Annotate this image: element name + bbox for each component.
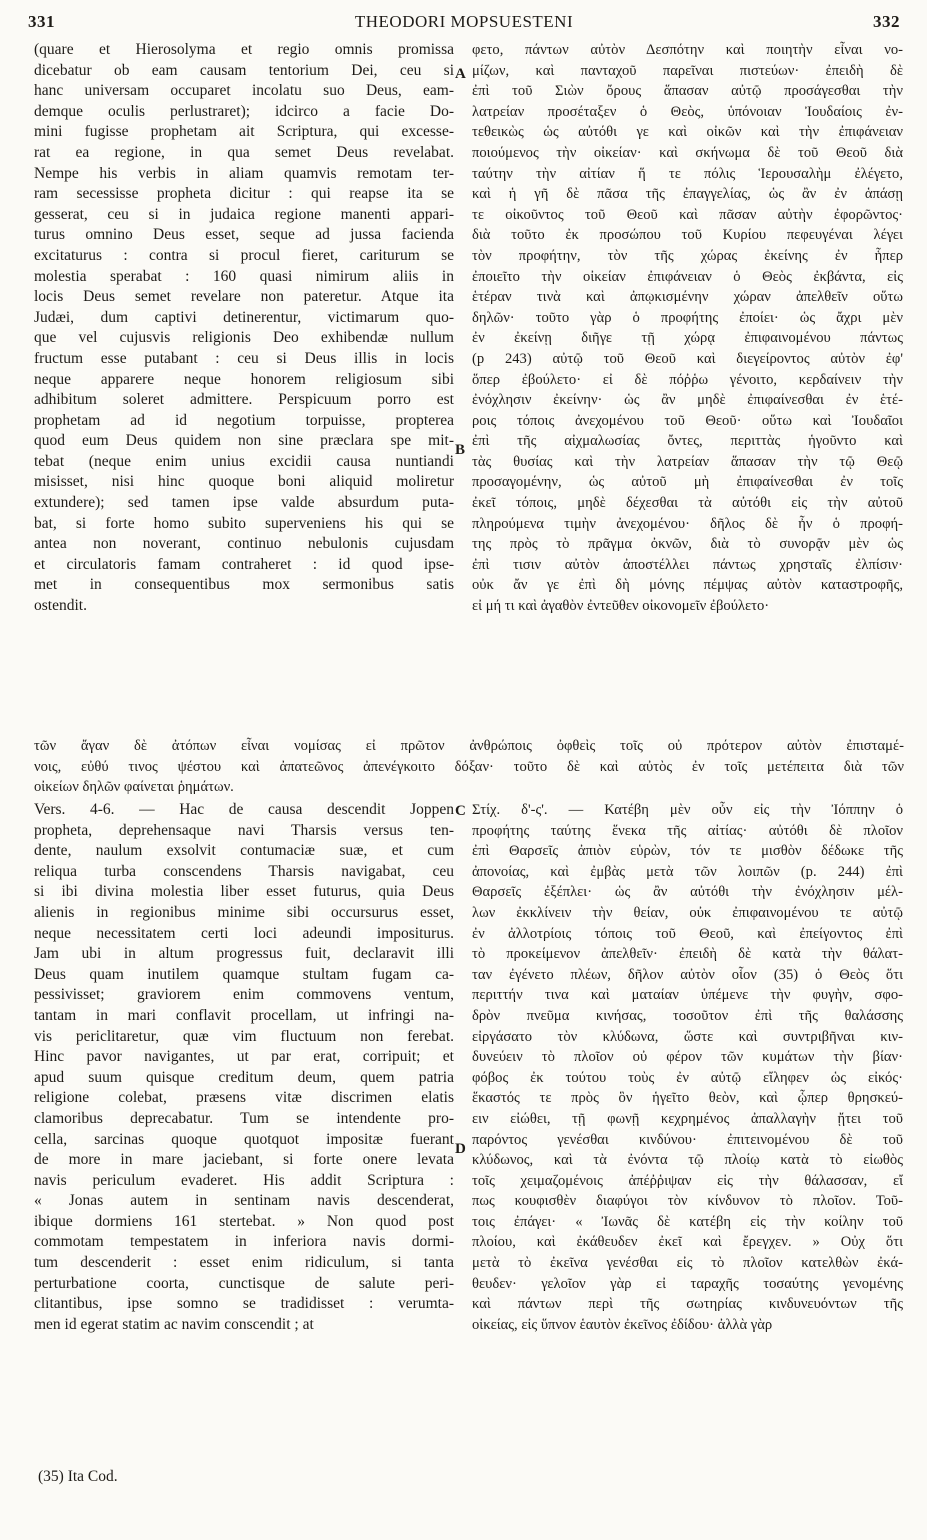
text-line: apud suum quisque creditum deum, quem patria [34,1068,454,1086]
text-line: ibique dormiens 161 stertebat. » Non quod post [34,1212,454,1230]
text-line: vis periclitaretur, quæ vim fluctuum non ferebat. [34,1027,454,1045]
text-line: extundere); sed tamen ipse valde absurdum puta- [34,494,454,512]
text-line: ειν εἰώθει, τῇ φωνῇ κεχρημένος ἀπαλλαγὴν ᾔτει τοῦ [472,1110,903,1127]
text-line: Vers. 4-6. — Hac de causa descendit Joppen [34,801,454,818]
text-line: καὶ πάντων περὶ τῆς σωτηρίας κινδυνευόντων τῆς [472,1296,903,1313]
text-line: οὐκ ἄν γε ἐπὶ δὴ μόνης πέμψας αὐτὸν καταστροφῆς, [472,577,903,594]
text-line: que vel cujusvis religionis Deo exhibendæ nullum [34,329,454,347]
text-line: τοις ἐπάγει· « Ἰωνᾶς δὲ κατέβη εἰς τὴν κοίλην τοῦ [472,1213,903,1230]
text-line: τὸ προκείμενον ἀπελθεῖν· ἐπειδὴ δὲ κατὰ τὴν θάλατ- [472,946,903,963]
text-line: διὰ τοῦτο ἐκ προσώπου τοῦ Κυρίου πεφευγέναι λέγει [472,227,903,244]
text-line: misisset, nisi hinc quoque boni aliquid moliretur [34,473,454,491]
text-line: ἑτέραν τινὰ καὶ ἀπῳκισμένην χώραν ἀπελθεῖν οὕτω [472,289,903,306]
footnote: (35) Ita Cod. [38,1468,118,1485]
text-line: προσαγομένην, ὡς αὐτοῦ μὴ ἐπιφαίνεσθαι ἐν τοῖς [472,474,903,491]
text-line: (p 243) αὐτῷ τοῦ Θεοῦ καὶ διεγείροντος αὐτὸν ἐφ' [472,350,903,367]
text-line: λατρείαν προσέταξεν ὁ Θεὸς, ὑπόνοιαν Ἰουδαίοις ἐν- [472,103,903,120]
text-line: ταν ἐγένετο πλέων, δῆλον αὐτὸν οἷον (35) ὁ Θεὸς ὅτι [472,966,903,983]
text-line: religione colebat, præsens vitæ discrimen elatis [34,1089,454,1107]
text-line: fructum esse putabant : ceu si Deus illis in locis [34,349,454,367]
text-line: πληρούμενα τιμὴν ἀνεχομένου· δῆλος δὲ ἦν ὁ προφή- [472,515,903,532]
section-marker-a: A [455,66,466,82]
text-line: προφήτης ταύτης ἕνεκα τῆς αἰτίας· αὐτόθι δὲ πλοῖον [472,822,903,839]
text-line: excitaturus : contra si procul fieret, cariturum se [34,246,454,264]
text-line: Nempe his verbis in aliam quamvis remotam ter- [34,164,454,182]
greek-column-top [472,40,903,617]
text-line: ἐποιεῖτο τὴν οἰκείαν ἐπιφάνειαν ὁ Θεὸς ἐκβάντα, εἰς [472,268,903,285]
text-line: τεθεικὼς ὡς αὐτόθι γε καὶ οἰκῶν καὶ τὴν ἐπιφάνειαν [472,124,903,141]
text-line: cella, sarcinas quoque quotquot impositæ fuerant [34,1130,454,1148]
text-line: πλοίου, καὶ ἐκάθευδεν ἐκεῖ καὶ ἔρεγχεν. » Οὐχ ὅτι [472,1234,903,1251]
text-line: ram secessisse propheta dicitur : qui reapse ita se [34,185,454,203]
text-line: ροις τόποις ἀνεχομένου τοῦ Θεοῦ· οὕτω καὶ Ἰουδαῖοι [472,412,903,429]
running-header [28,8,900,36]
text-line: met in consequentibus mox sermonibus satis [34,576,454,594]
text-line: τοῖς χειμαζομένοις ἀπέῤῥιψαν εἰς τὴν θάλασσαν, εἴ [472,1172,903,1189]
text-line: reliqua turba conscendens Tharsis navigabat, ceu [34,862,454,880]
text-line: ἐπὶ Θαρσεῖς ἀπιὸν εὑρὼν, τόν τε μισθὸν δέδωκε τῆς [472,843,903,860]
text-line: νοις, εὐθύ τινος ψέστου καὶ ἀπατεῶνος ἀπενέγκοιτο δόξαν· τοῦτο δὲ καὶ αὐτὸς ἐν τοῖς μετέπειτα διὰ τῶν [34,758,904,775]
text-line: θευδεν· γελοῖον γὰρ εἰ ταραχῆς τοσαύτης γενομένης [472,1275,903,1292]
text-line: Θαρσεῖς ἐξέπλει· ὡς ἂν αὐτόθι τὴν ἐνόχλησιν μέλ- [472,884,903,901]
text-line: ταύτην τὴν αἰτίαν ἥ τε πόλις Ἱερουσαλὴμ ἐλέγετο, [472,165,903,182]
text-line: δηλῶν· τοῦτο γὰρ ὁ προφήτης ἐποίει· ὡς ἄχρι μὲν [472,309,903,326]
text-line: et circulatoris famam contraheret : id quod ipse- [34,555,454,573]
text-line: adhibitum soleret admittere. Perspicuum porro est [34,391,454,409]
text-line: ἐπὶ τοῦ Σιὼν ὄρους ἅπασαν αὐτῷ προσάγεσθαι τὴν [472,83,903,100]
text-line: dente, naulum exsolvit contumaciæ suæ, et cum [34,842,454,860]
text-line: ἐν ἀλλοτρίοις τόποις τοῦ Θεοῦ, καὶ ἐπείγοντος ἐπὶ [472,925,903,942]
text-line: ὅπερ ἐβούλετο· εἰ δὲ πόῤῥω γένοιτο, κερδαίνειν τὴν [472,371,903,388]
text-line: Deus quam inutilem quamque stultam fugam ca- [34,965,454,983]
text-line: παρόντος γενέσθαι κινδύνου· ἐπιτεινομένου δὲ τοῦ [472,1131,903,1148]
text-line: dicebatur ob eam causam tentorium Dei, ceu si [34,61,454,79]
text-line: φόβος ἐκ τούτου τοὺς ἐν αὐτῷ εἴληφεν ὡς εἰκός· [472,1069,903,1086]
text-line: propheta, deprehensaque navi Tharsis versus ten- [34,821,454,839]
section-marker-d: D [455,1141,466,1157]
text-line: turus omnino Deus esset, seque ad jussa facienda [34,226,454,244]
section-marker-c: C [455,803,466,819]
text-line: navis periculum evaderet. His addit Scriptura : [34,1171,454,1189]
text-line: quod eum Deus quidem non sine præclara spe mit- [34,432,454,450]
text-line: Hinc pavor navigantes, ut par erat, corripuit; et [34,1048,454,1066]
text-line: si ibi divina molestia liber esset futurus, quia Deus [34,883,454,901]
latin-column-top [34,40,454,617]
text-line: (quare et Hierosolyma et regio omnis promissa [34,41,454,58]
latin-column-bottom [34,800,454,1335]
text-line: ἐπὶ τῆς αἰχμαλωσίας ὄντες, περιττὰς ἡγοῦντο καὶ [472,433,903,450]
text-line: ποιούμενος τὴν οἰκείαν· καὶ σκήνωμα δὲ τοῦ Θεοῦ διὰ [472,144,903,161]
text-line: φετο, πάντων αὐτὸν Δεσπότην καὶ ποιητὴν εἶναι νο- [472,42,903,58]
text-line: commotam tempestatem in inferiora navis dormi- [34,1233,454,1251]
text-line: εἰ μή τι καὶ ἀγαθὸν ἐντεῦθεν οἰκονομεῖν ἐβούλετο· [472,598,770,615]
text-line: neque necessitatem certi loci adeundi impositurus. [34,924,454,942]
text-line: ostendit. [34,597,87,615]
greek-column-bottom [472,800,903,1335]
section-marker-b: B [455,442,466,458]
page-number-right: 332 [873,12,900,31]
text-line: clitantibus, ipse somno se tradidisset : verumta- [34,1295,454,1313]
text-line: τῶν ἄγαν δὲ ἀτόπων εἶναι νομίσας εἰ πρῶτον ἀνθρώποις ὀφθεὶς τοῖς οὐ πρότερον αὐτὸν ἐπισταμέ- [34,738,904,754]
text-line: ἐν ἐκείνῃ διῆγε τῇ χώρᾳ ἐπιφαινομένου πάντως [472,330,903,347]
text-line: ἐπὶ τισιν αὐτὸν ἀποστέλλει πάντως χρησταῖς ἐλπίσιν· [472,556,903,573]
text-line: ἐνόχλησιν ἐκείνην· ὡς ἂν μηδὲ ἐπιφαίνεσθαι ἐν ἑτέ- [472,392,903,409]
text-line: εἰργάσατο τὸν κλύδωνα, ὥστε καὶ συντριβῆναι κιν- [472,1028,903,1045]
text-line: οἰκείας, εἰς ὕπνον ἑαυτὸν ἐκεῖνος ἐδίδου· ἀλλὰ γὰρ [472,1316,773,1333]
text-line: perturbatione coorta, cunctisque de salute peri- [34,1274,454,1292]
text-line: κλύδωνος, καὶ τὰ ἐνόντα τῷ πλοίῳ κατὰ τὸ εἰωθὸς [472,1152,903,1169]
text-line: δυνεύειν τὸ πλοῖον οὐ φέρον τῶν κυμάτων τὴν βίαν· [472,1049,903,1066]
text-line: τὰς θυσίας καὶ τὴν λατρείαν ἅπασαν τὴν τῷ Θεῷ [472,453,903,470]
page-number-left: 331 [28,12,55,31]
text-line: tum descenderit : esset enim ridiculum, si tanta [34,1254,454,1272]
text-line: clamoribus deprecabatur. Tum se intendente pro- [34,1109,454,1127]
text-line: molestia sperabat : 160 quasi nimirum aliis in [34,267,454,285]
text-line: Jam ubi in altum progressus fuit, declaravit illi [34,945,454,963]
text-line: τὸν προφήτην, τὸν τῆς χώρας ἐκείνης ἐν ἧπερ [472,247,903,264]
text-line: hanc universam occuparet incolatu suo Deus, eam- [34,82,454,100]
text-line: locis Deus semet revelare non pateretur. Atque ita [34,288,454,306]
text-line: prophetam ad id negotium torpuisse, propterea [34,411,454,429]
text-line: bat, si forte homo subito superveniens his qui se [34,514,454,532]
text-line: « Jonas autem in sentinam navis descenderat, [34,1192,454,1210]
text-line: ἀπονοίας, καὶ ἐμβὰς μετὰ τῶν λοιπῶν (p. 244) ἐπὶ [472,863,903,880]
text-line: alienis in regionibus minime sibi occursurus esset, [34,903,454,921]
text-line: ἐκεῖ τόποις, μηδὲ δέχεσθαι τὰ αὐτόθι εἰς τὴν αὐτοῦ [472,495,903,512]
running-title: THEODORI MOPSUESTENI [354,12,574,31]
text-line: rat ea regione, in qua semet Deus revelabat. [34,143,454,161]
text-line: neque apparere neque honorem religiosum sibi [34,370,454,388]
text-line: demque oculis perlustraret); idcirco a facie Do- [34,102,454,120]
text-line: οἰκείων δηλῶν φαίνεται ῥημάτων. [34,779,234,796]
text-line: Στίχ. δ'-ς'. — Κατέβη μὲν οὖν εἰς τὴν Ἰόππην ὁ [472,802,903,818]
text-line: de more in mare jaciebant, si forte onere levata [34,1151,454,1169]
text-line: καὶ ἡ γῆ δὲ πᾶσα τῆς ἐπαγγελίας, ὡς ἂν ἐν ἁπάσῃ [472,186,903,203]
text-line: Judæi, dum captivi detinerentur, victimarum quo- [34,308,454,326]
text-line: περιττήν τινα καὶ ματαίαν ὑπέμενε τὴν φυγὴν, σφο- [472,987,903,1004]
text-line: antea non noverant, continuo nebulonis cujusdam [34,535,454,553]
text-line: τε οἰκοῦντος τοῦ Θεοῦ καὶ πᾶσαν αὐτὴν ἐφορῶντος· [472,206,903,223]
text-line: tantam in mari conflavit procellam, ut infringi na- [34,1006,454,1024]
text-line: μίζων, καὶ πανταχοῦ παρεῖναι πιστεύων· ἐπειδὴ δὲ [472,62,903,79]
text-line: pessivisset; graviorem enim commovens ventum, [34,986,454,1004]
text-line: gesserat, ceu si in judaica regione manenti appari- [34,205,454,223]
text-line: ἕκαστός τε πρὸς ὃν ἡγεῖτο θεὸν, καὶ ᾧπερ θρησκεύ- [472,1090,903,1107]
text-line: μετὰ τὸ ἐκεῖνα γενέσθαι εἰς τὸ πλοῖον κατελθὼν ἐκά- [472,1255,903,1272]
text-line: men id egerat statim ac navim conscendit ; at [34,1315,314,1333]
text-line: tebat (neque enim unius excidii causa nuntiandi [34,452,454,470]
text-line: mini fugisse prophetam ait Scriptura, qui excesse- [34,123,454,141]
greek-full-width-passage [34,736,904,798]
text-line: λων ἐκκλίνειν τὴν θείαν, οὐκ ἐπιφαινομένου τε αὐτῷ [472,904,903,921]
text-line: δρὸν πνεῦμα κινήσας, τοσοῦτον ἐπὶ τῆς θαλάσσης [472,1007,903,1024]
text-line: της πρὸς τὸ πρᾶγμα ὀκνῶν, διὰ τὸ συνορᾷν μὲν ὡς [472,536,903,553]
text-line: πως κουφισθὲν διαφύγοι τὸν κίνδυνον τὸ πλοῖον. Τοῦ- [472,1193,903,1210]
